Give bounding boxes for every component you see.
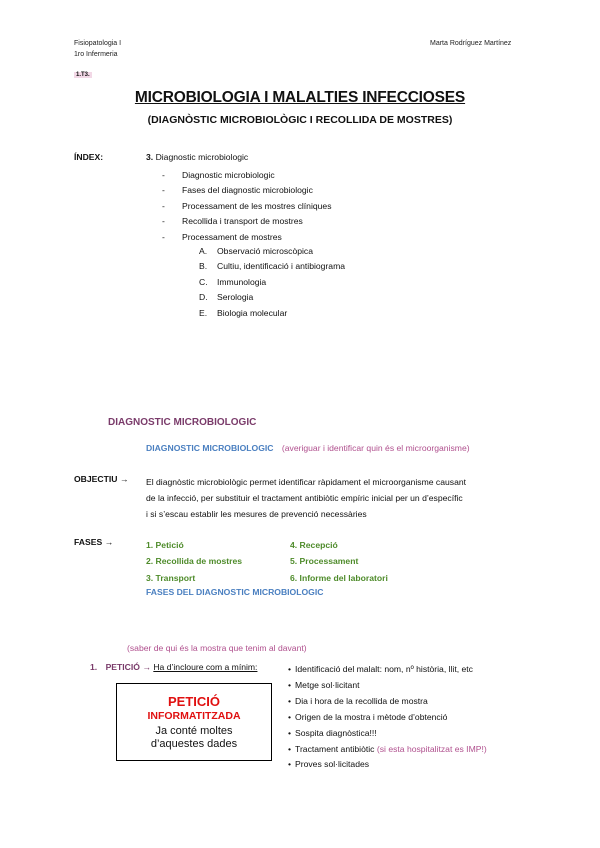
peticio-box bbox=[116, 683, 272, 761]
section-heading: DIAGNOSTIC MICROBIOLOGIC bbox=[108, 417, 257, 428]
course-group: 1ro Infermeria bbox=[74, 51, 118, 58]
fases-col-2 bbox=[290, 537, 388, 586]
list-item: - Recollida i transport de mostres bbox=[162, 216, 303, 227]
objectiu-label: OBJECTIU → bbox=[74, 474, 129, 484]
list-item: B. Cultiu, identificació i antibiograma bbox=[199, 261, 346, 272]
section2-note: (saber de qui és la mostra que tenim al davant) bbox=[127, 643, 307, 653]
fases-col-1 bbox=[146, 537, 242, 586]
topic-tag: 1.T3. bbox=[76, 72, 90, 78]
list-item: A. Observació microscòpica bbox=[199, 246, 313, 256]
author-name: Marta Rodríguez Martínez bbox=[430, 40, 512, 47]
list-item: 6. Informe del laboratori bbox=[290, 572, 388, 583]
peticio-bullets bbox=[288, 662, 487, 773]
course-name: Fisiopatologia I bbox=[74, 40, 122, 47]
list-item: 3. Transport bbox=[146, 572, 196, 583]
list-item: 5. Processament bbox=[290, 556, 359, 567]
list-item: - Processament de les mostres clíniques bbox=[162, 200, 332, 211]
fases-label: FASES → bbox=[74, 537, 114, 547]
box-title: PETICIÓ bbox=[167, 694, 220, 709]
list-item: • Sospita diagnòstica!!! bbox=[288, 726, 487, 742]
list-item: • Proves sol·licitades bbox=[288, 757, 487, 773]
list-item: E. Biologia molecular bbox=[199, 307, 288, 318]
box-subtitle: INFORMATITZADA bbox=[147, 710, 241, 722]
peticio-line: 1. PETICIÓ → Ha d’incloure com a mínim: bbox=[90, 662, 258, 672]
list-item: - Diagnostic microbiologic bbox=[162, 170, 275, 180]
index-list bbox=[162, 168, 332, 245]
list-item: 4. Recepció bbox=[290, 540, 338, 550]
index-sublist bbox=[199, 244, 345, 321]
list-item: • Origen de la mostra i mètode d’obtenció bbox=[288, 710, 487, 726]
list-item: • Dia i hora de la recollida de mostra bbox=[288, 694, 487, 710]
index-section bbox=[146, 152, 248, 162]
list-item: - Processament de mostres bbox=[162, 231, 282, 242]
section2-heading: FASES DEL DIAGNOSTIC MICROBIOLOGIC bbox=[146, 587, 324, 597]
list-item: 1. Petició bbox=[146, 540, 184, 550]
index-section-number: 3. bbox=[146, 152, 154, 162]
list-item: - Fases del diagnostic microbiologic bbox=[162, 185, 313, 196]
objectiu-text: El diagnòstic microbiològic permet identificar ràpidament el microorganisme causant de la infecció, per substituir el tractament antibiòtic empíric inicial per un d’específic i si s’escau establir les mesures de prevenció necessàries bbox=[146, 477, 467, 520]
box-text: Ja conté moltes d’aquestes dades bbox=[150, 725, 238, 750]
list-item: • Tractament antibiòtic (si esta hospitalitzat es IMP!) bbox=[288, 742, 487, 758]
list-item: • Metge sol·licitant bbox=[288, 678, 487, 694]
page-title: MICROBIOLOGIA I MALALTIES INFECCIOSES bbox=[134, 89, 466, 106]
list-item: D. Serologia bbox=[199, 292, 254, 303]
section-subheading: DIAGNOSTIC MICROBIOLOGIC (averiguar i identificar quin és el microorganisme) bbox=[146, 443, 470, 453]
index-label: ÍNDEX: bbox=[74, 152, 104, 162]
list-item: 2. Recollida de mostres bbox=[146, 556, 242, 567]
page-subtitle: (DIAGNÒSTIC MICROBIOLÒGIC I RECOLLIDA DE MOSTRES) bbox=[147, 114, 453, 126]
list-item: C. Immunologia bbox=[199, 276, 267, 287]
list-item: • Identificació del malalt: nom, nº història, llit, etc bbox=[288, 662, 487, 678]
index-section-title: Diagnostic microbiologic bbox=[155, 152, 249, 162]
